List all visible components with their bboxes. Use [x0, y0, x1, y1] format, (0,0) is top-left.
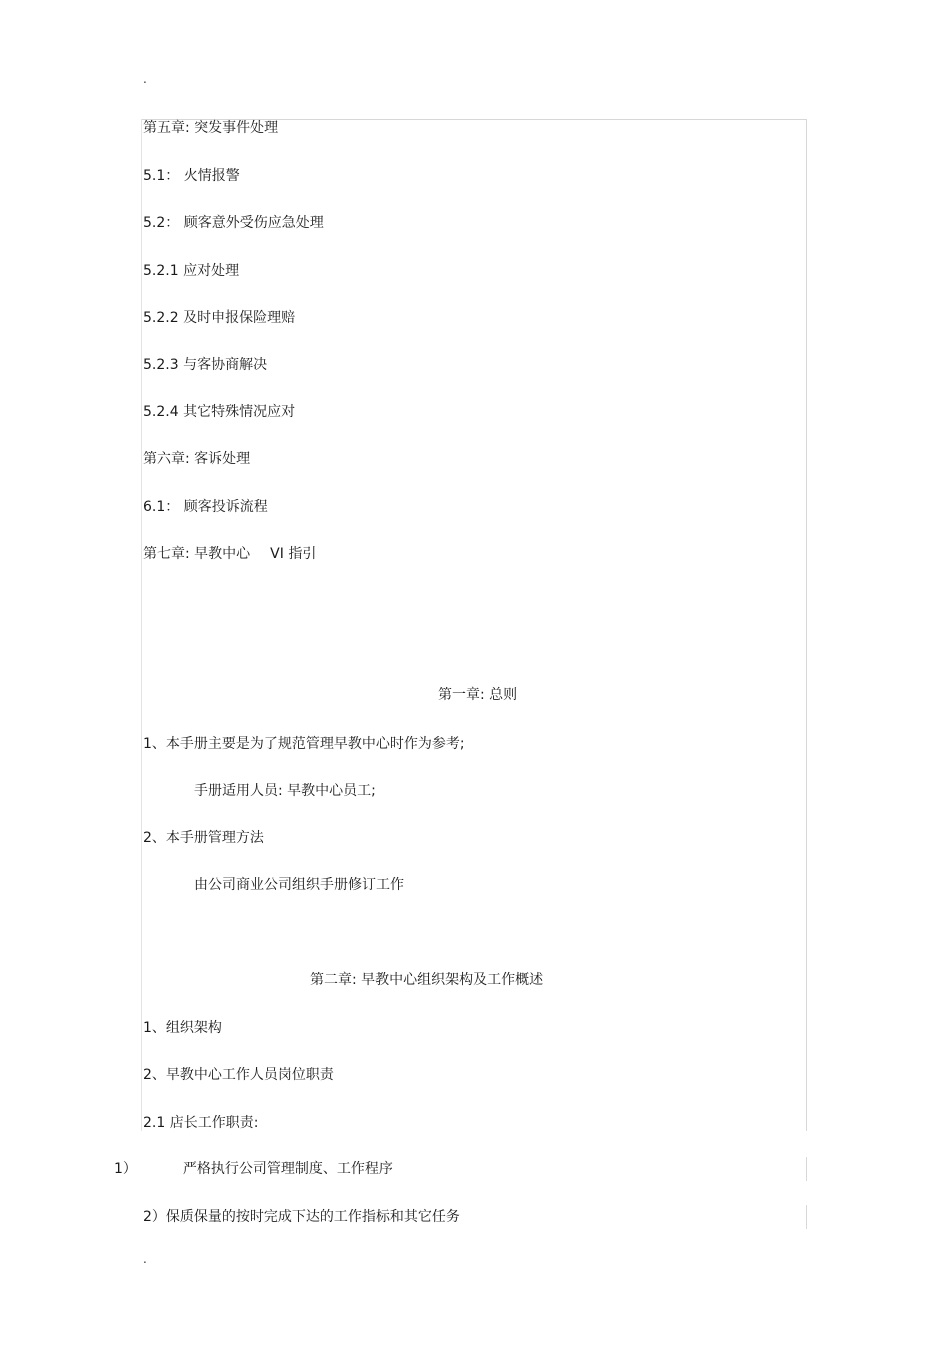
paragraph: 手册适用人员: 早教中心员工;	[194, 783, 376, 799]
numbered-item: 2）保质保量的按时完成下达的工作指标和其它任务	[143, 1209, 460, 1225]
frame-right-tick	[806, 1205, 807, 1229]
paragraph: 1、组织架构	[143, 1020, 222, 1036]
paragraph: 2.1 店长工作职责:	[143, 1115, 259, 1131]
toc-item: 5.1： 火情报警	[143, 168, 240, 184]
toc-item: 5.2.2 及时申报保险理赔	[143, 310, 296, 326]
paragraph: 2、本手册管理方法	[143, 830, 264, 846]
toc-item: 5.2.4 其它特殊情况应对	[143, 404, 296, 420]
toc-item-prefix: 第七章: 早教中心	[143, 546, 251, 562]
toc-item: 第五章: 突发事件处理	[143, 120, 279, 136]
frame-right-border	[806, 119, 807, 1131]
item-number: 1）	[114, 1161, 137, 1177]
numbered-item	[114, 1160, 393, 1178]
toc-item: 5.2.1 应对处理	[143, 263, 240, 279]
toc-item	[143, 545, 316, 563]
chapter-title: 第一章: 总则	[438, 687, 518, 703]
header-dot: .	[143, 72, 147, 86]
toc-item-suffix: VI 指引	[270, 546, 317, 562]
footer-dot: .	[143, 1252, 147, 1266]
paragraph: 2、早教中心工作人员岗位职责	[143, 1067, 334, 1083]
chapter-title: 第二章: 早教中心组织架构及工作概述	[310, 972, 544, 988]
toc-item: 5.2： 顾客意外受伤应急处理	[143, 215, 324, 231]
item-text: 严格执行公司管理制度、工作程序	[182, 1161, 393, 1177]
toc-item: 6.1： 顾客投诉流程	[143, 499, 268, 515]
toc-item: 5.2.3 与客协商解决	[143, 357, 268, 373]
frame-right-tick	[806, 1157, 807, 1181]
toc-item: 第六章: 客诉处理	[143, 451, 251, 467]
paragraph: 1、本手册主要是为了规范管理早教中心时作为参考;	[143, 736, 465, 752]
frame-left-border	[141, 119, 142, 1131]
paragraph: 由公司商业公司组织手册修订工作	[194, 877, 404, 893]
